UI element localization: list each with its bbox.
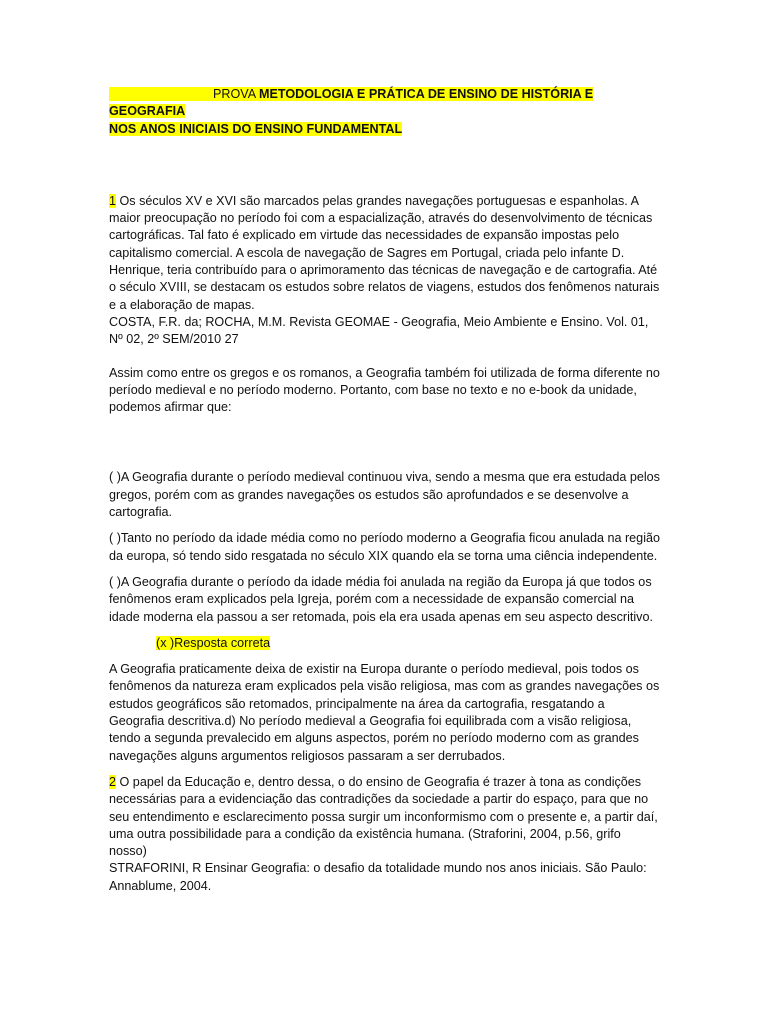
title-line1: METODOLOGIA E PRÁTICA DE ENSINO DE HISTÓRIA E GEOGRAFIA bbox=[109, 87, 594, 119]
title-highlight bbox=[109, 87, 593, 118]
document-page bbox=[109, 86, 661, 895]
option-a[interactable]: ( )A Geografia durante o período medieval continuou viva, sendo a mesma que era estudada pelos gregos, porém com as grandes navegações os estudos são aprofundados e se desenvolve a cartografia. bbox=[109, 470, 660, 520]
answer-text: A Geografia praticamente deixa de existir na Europa durante o período medieval, pois todos os fenômenos da natureza eram explicados pela visão religiosa, mas com as grandes navegações os estudos geográficos são retomados, principalmente na área da cartografia, resgatando a Geografia descritiva.d) No período medieval a Geografia foi equilibrada com a visão religiosa, tendo a segunda prevalecido em alguns aspectos, porém no período moderno com as grandes navegações alguns argumentos religiosos passaram a ser derrubados. bbox=[109, 662, 660, 763]
question-1-body: Os séculos XV e XVI são marcados pelas grandes navegações portuguesas e espanholas. A maior preocupação no período foi com a espacialização, através do desenvolvimento de técnicas cartográficas. Tal fato é explicado em virtude das necessidades de expansão impostas pelo capitalismo comercial. A escola de navegação de Sagres em Portugal, criada pelo infante D. Henrique, teria contribuído para o aprimoramento das técnicas de navegação e de cartografia. Até o século XVIII, se destacam os estudos sobre relatos de viagens, estudos dos fenômenos naturais e a elaboração de mapas. bbox=[109, 193, 660, 312]
answer-label[interactable]: (x )Resposta correta bbox=[156, 635, 271, 650]
question-2-body: O papel da Educação e, dentro dessa, o do ensino de Geografia é trazer à tona as condições necessárias para a evidenciação das contradições da sociedade a partir do espaço, para que no seu entendimento e esclarecimento possa surgir um inconformismo com o presente e, a partir daí, uma outra possibilidade para a condição da existência humana. (Straforini, 2004, p.56, grifo nosso) bbox=[109, 774, 658, 859]
question-2-text bbox=[109, 774, 661, 860]
question-1-citation: COSTA, F.R. da; ROCHA, M.M. Revista GEOMAE - Geografia, Meio Ambiente e Ensino. Vol. 01, Nº 02, 2º SEM/2010 27 bbox=[109, 314, 649, 347]
question-1-text bbox=[109, 193, 661, 314]
document-title bbox=[109, 86, 661, 138]
option-b[interactable]: ( )Tanto no período da idade média como no período moderno a Geografia ficou anulada na região da europa, só tendo sido resgatada no século XIX quando ela se torna uma ciência independente. bbox=[109, 531, 660, 563]
title-line2: NOS ANOS INICIAIS DO ENSINO FUNDAMENTAL bbox=[109, 121, 403, 136]
question-1-number: 1 bbox=[109, 193, 117, 208]
title-prefix: PROVA bbox=[213, 87, 256, 101]
question-1-stem: Assim como entre os gregos e os romanos, a Geografia também foi utilizada de forma diferente no período medieval e no período moderno. Portanto, com base no texto e no e-book da unidade, podemos afirmar que: bbox=[109, 365, 660, 415]
option-c[interactable]: ( )A Geografia durante o período da idade média foi anulada na região da Europa já que todos os fenômenos eram explicados pela Igreja, porém com a necessidade de expansão comercial na idade moderna ela passou a ser retomada, pois ela era usada apenas em seu aspecto descritivo. bbox=[109, 574, 653, 624]
question-2-number: 2 bbox=[109, 774, 117, 789]
question-2-citation: STRAFORINI, R Ensinar Geografia: o desafio da totalidade mundo nos anos iniciais. São Paulo: Annablume, 2004. bbox=[109, 861, 647, 893]
